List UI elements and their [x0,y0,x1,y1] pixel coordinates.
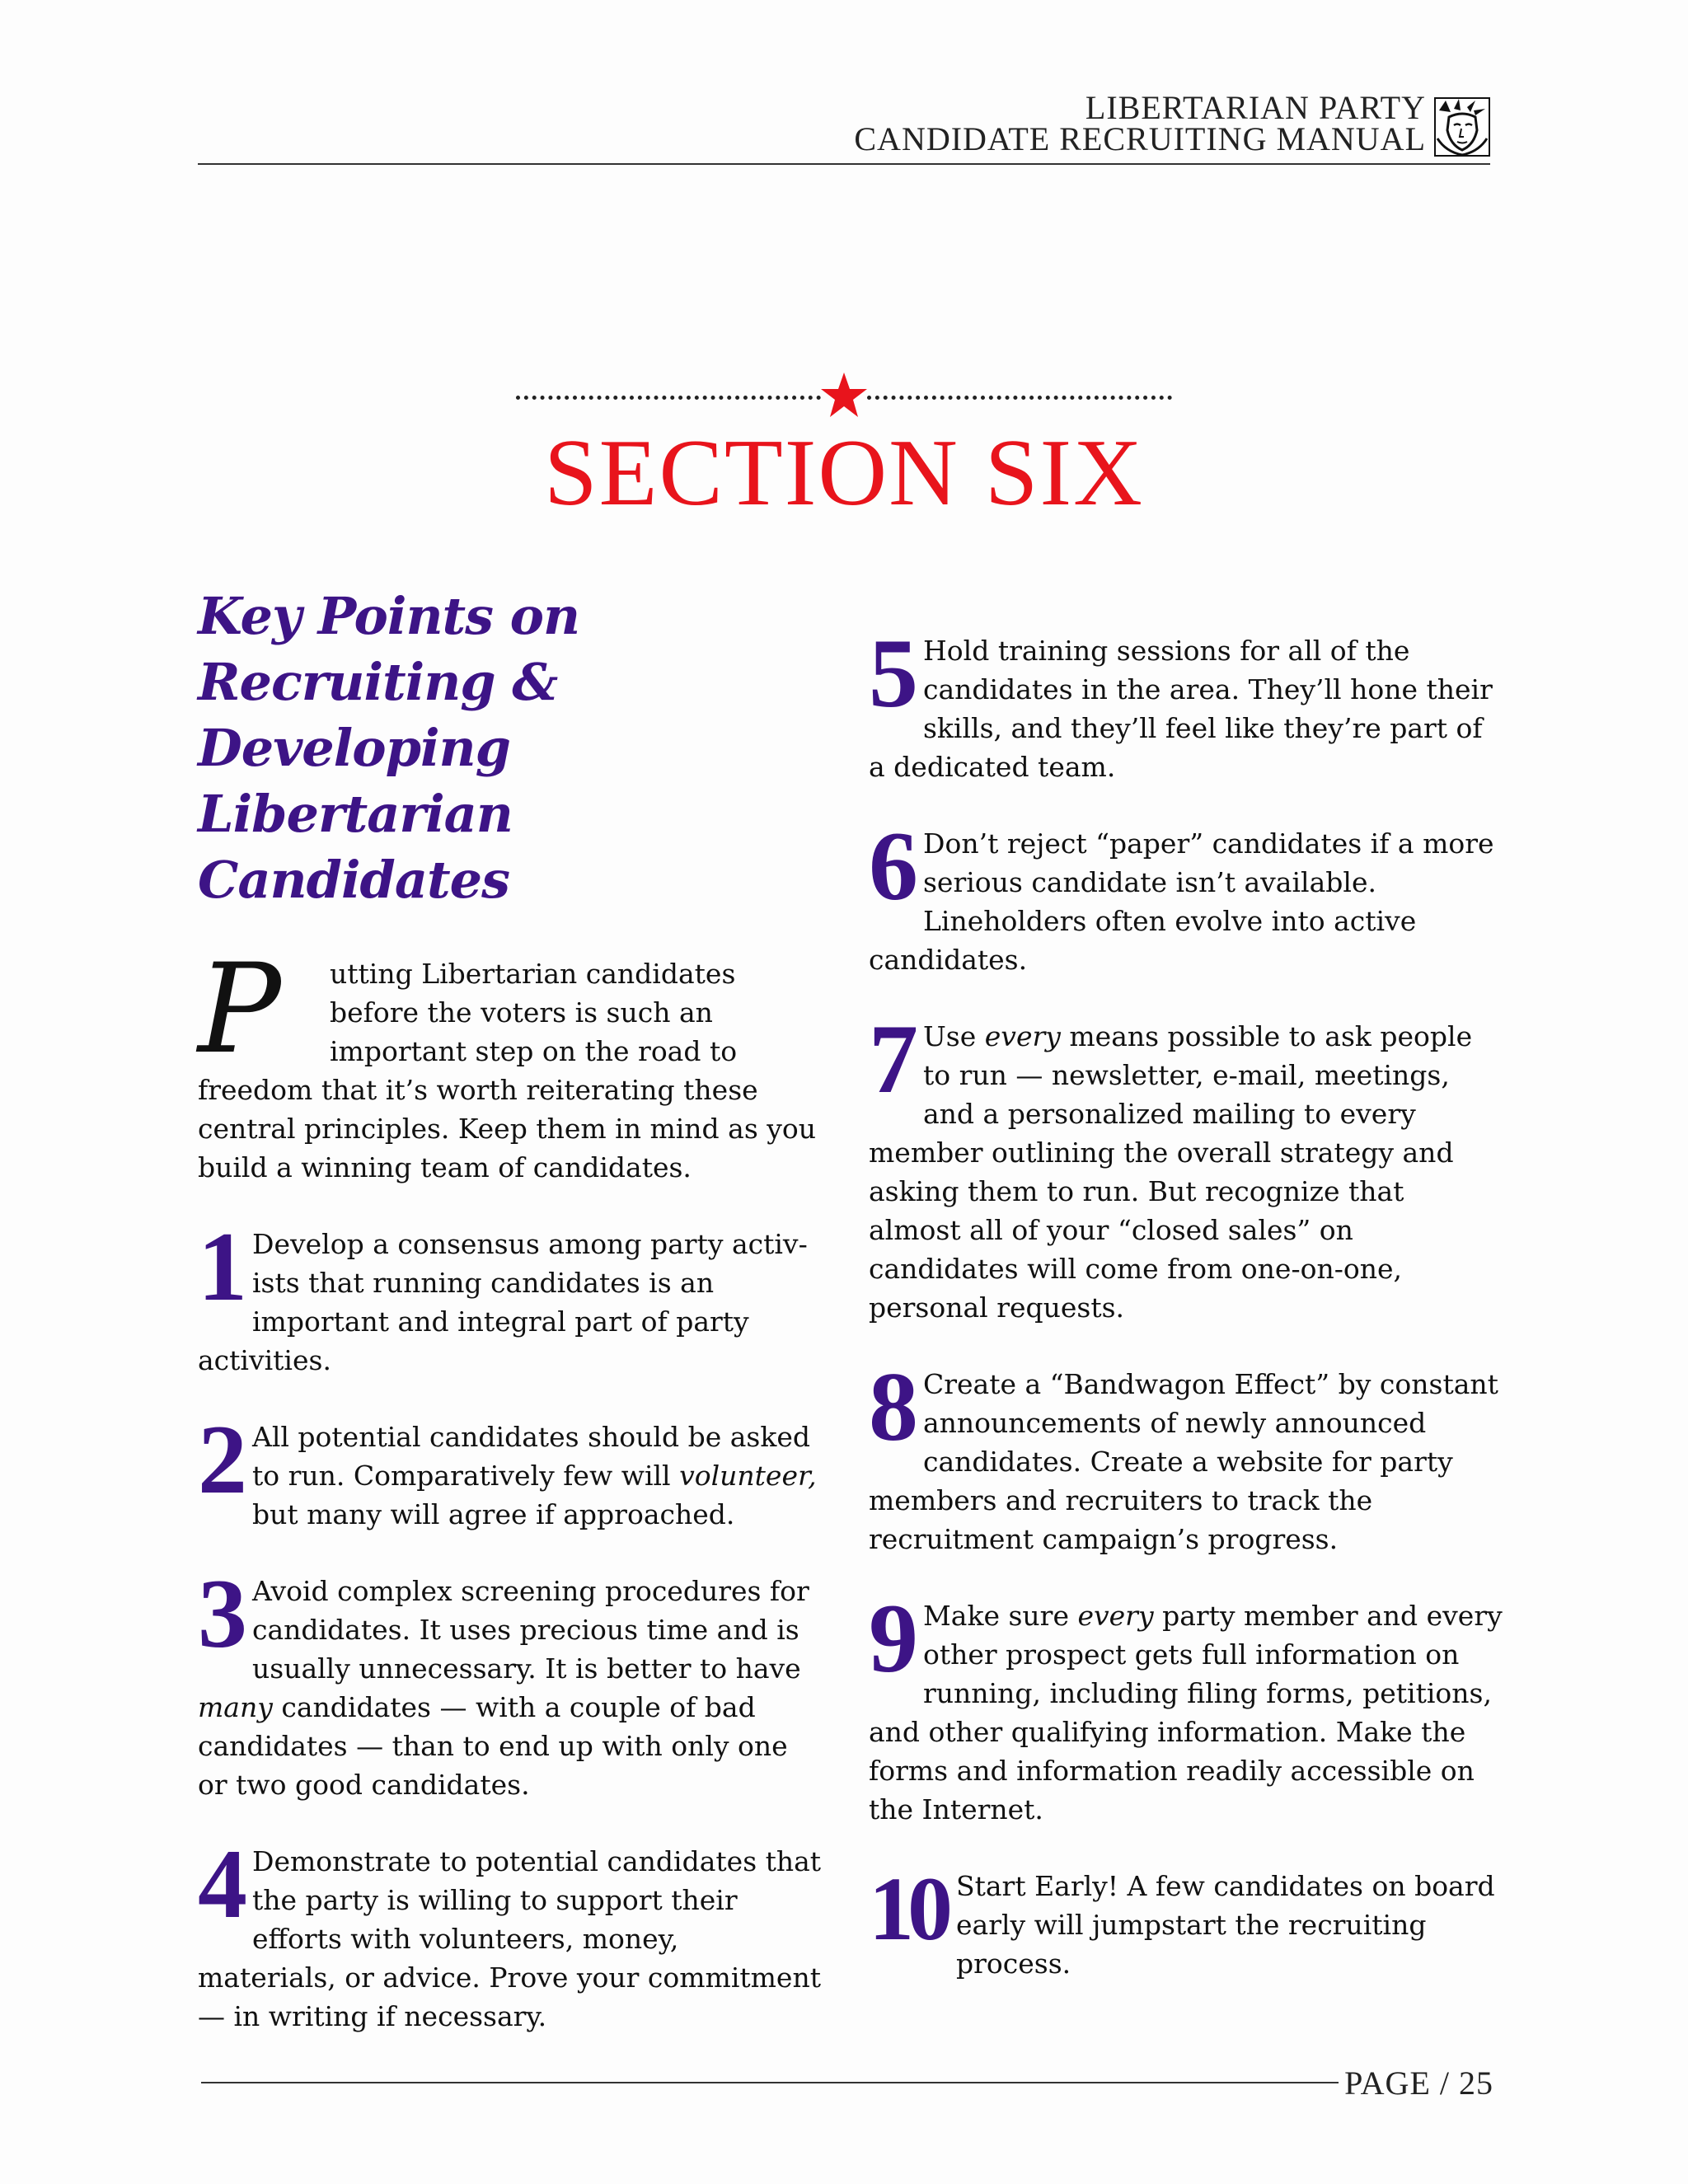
key-point-10 [869,1858,1503,1983]
page-number: PAGE / 25 [1344,2064,1493,2102]
point-text [869,1583,1503,1825]
intro-paragraph [198,954,824,1187]
key-point-8 [869,1352,1503,1558]
right-column [869,618,1503,2021]
point-text-emphasis: every [984,1020,1061,1052]
point-text-emphasis: many [198,1691,273,1723]
point-number: 3 [198,1558,247,1668]
key-point-7 [869,1004,1503,1327]
section-title: SECTION SIX [544,420,1144,526]
key-point-5 [869,618,1503,786]
point-text: Demonstrate to potential candidates that the party is willing to support their efforts with volunteers, money, materials, or advice. Prove your commitment — in writing if necessary. [198,1845,822,2032]
page-header [198,89,1490,165]
point-number: 4 [198,1829,247,1938]
header-title [854,89,1426,157]
point-text [252,1421,817,1530]
point-text: Hold training sessions for all of the candidates in the area. They’ll hone their skills, and they’ll feel like they’re part of a dedicated team. [869,635,1493,783]
point-number: 9 [869,1583,918,1693]
key-point-4 [198,1829,824,2036]
footer-rule [201,2082,1339,2083]
key-point-3 [198,1558,824,1804]
key-point-6 [869,811,1503,979]
key-point-9 [869,1583,1503,1829]
dotted-rule-right [867,396,1172,400]
key-point-1 [198,1212,824,1380]
point-text: Don’t reject “paper” candidates if a more serious candidate isn’t available. Lineholders often evolve into active candidates. [869,827,1494,976]
dotted-rule-left [516,396,821,400]
header-line-1: LIBERTARIAN PARTY [1085,89,1426,126]
point-number: 7 [869,1004,918,1113]
point-number: 5 [869,618,918,728]
section-heading [511,371,1177,526]
heading-line-1: Key Points on [198,586,580,646]
point-text-a: Avoid complex screening procedures for candidates. It uses precious time and is usually unnecessary. It is better to have [252,1575,809,1685]
key-point-2 [198,1404,824,1534]
point-text-b: means possible to ask people to run — newsletter, e-mail, meetings, and a personalized mailing to every member outlining the overall strategy and asking them to run. But recognize that almost all of your “closed sales” on candidates will come from one-on-one, personal requests. [869,1020,1473,1324]
point-number: 2 [198,1404,247,1514]
dropcap-text: P [198,954,281,1070]
point-number: 8 [869,1352,918,1461]
statue-of-liberty-icon [1434,97,1490,157]
point-text: Create a “Bandwagon Effect” by constant announcements of newly announced candidates. Create a website for party members and recruiters to track the recruitment campaign’s progress. [869,1368,1498,1555]
point-text-b: party member and every other prospect gets full information on running, including filing forms, petitions, and other qualifying information. Make the forms and information readily accessible on the Internet. [869,1600,1503,1825]
point-number: 6 [869,811,918,921]
point-number: 10 [869,1858,946,1959]
point-text-b: candidates — with a couple of bad candidates — than to end up with only one or two good candidates. [198,1691,788,1801]
dropcap-letter [193,954,325,1070]
heading-line-3: Libertarian Candidates [198,784,513,910]
point-text-a: Make sure [923,1600,1078,1632]
page-footer [201,2064,1493,2102]
header-line-2: CANDIDATE RECRUITING MANUAL [854,120,1426,157]
point-text-emphasis: every [1077,1600,1154,1632]
point-text-emphasis: volunteer, [679,1460,817,1492]
point-text-b: but many will agree if approached. [252,1498,735,1530]
point-text: Develop a consensus among party activ-ists that running candidates is an important and integral part of party activities. [198,1228,808,1376]
point-text [198,1558,809,1801]
intro-text: utting Libertarian candidates before the voters is such an important step on the road to freedom that it’s worth reiterating these central principles. Keep them in mind as you build a winning team of candidates. [198,958,817,1183]
left-column [198,583,824,2074]
decorative-rule [511,371,1177,420]
point-number: 1 [198,1212,247,1321]
star-icon [819,371,869,420]
point-text-a: Use [923,1020,985,1052]
heading-line-2: Recruiting & Developing [198,652,558,778]
point-text: Start Early! A few candidates on board early will jumpstart the recruiting process. [956,1870,1495,1980]
article-heading [198,583,824,913]
point-text-a: All potential candidates should be asked to run. Comparatively few will [252,1421,810,1492]
point-text [869,1004,1473,1324]
